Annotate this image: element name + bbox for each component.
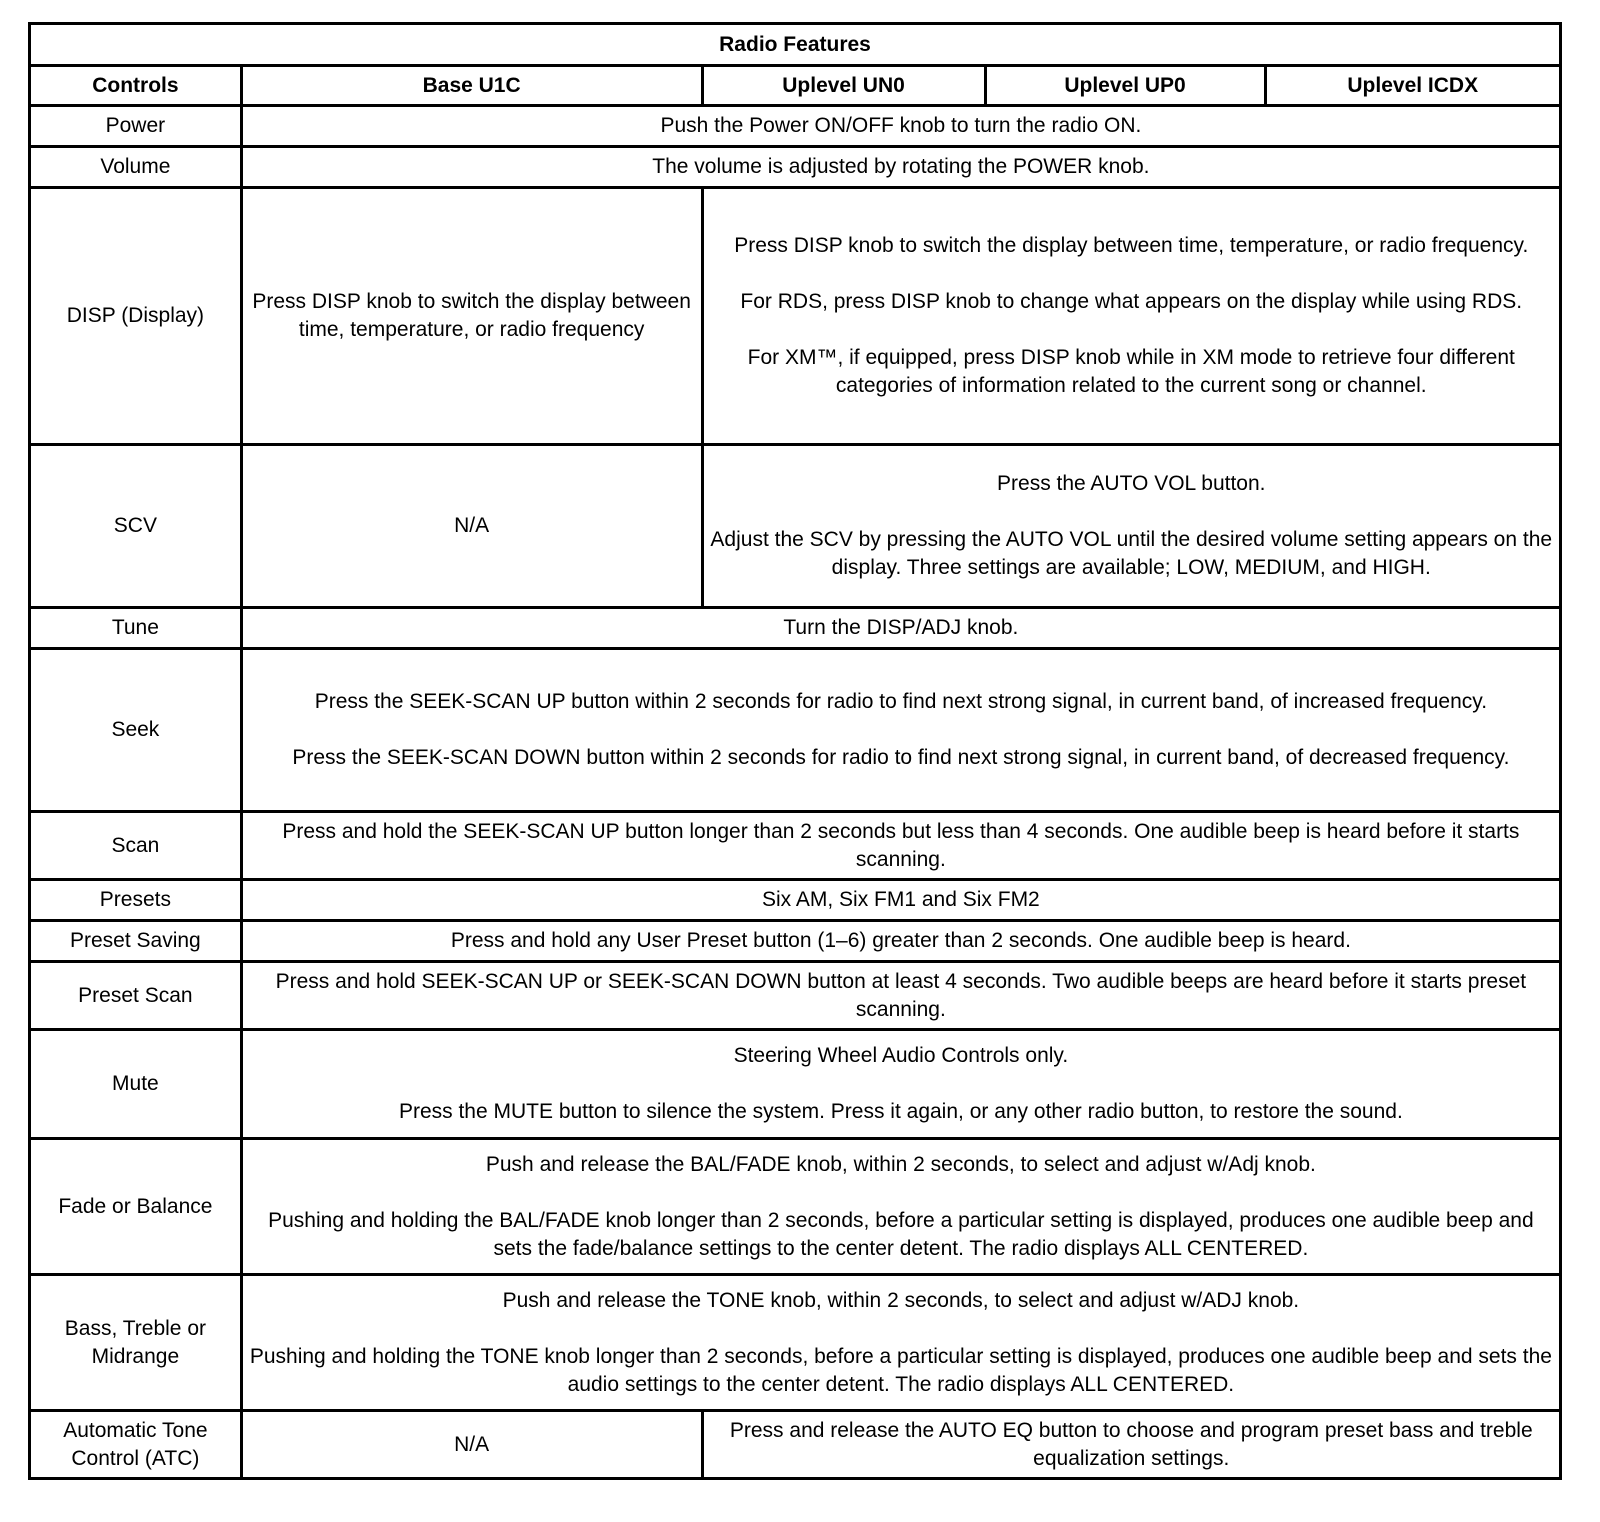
table-row <box>30 962 1561 1030</box>
control-power: Power <box>30 106 242 147</box>
preset-scan-description: Press and hold SEEK-SCAN UP or SEEK-SCAN DOWN button at least 4 seconds. Two audible beeps are heard before it starts preset scanning. <box>241 962 1560 1030</box>
header-uplevel-up0: Uplevel UP0 <box>985 66 1265 106</box>
disp-base-description: Press DISP knob to switch the display between time, temperature, or radio frequency <box>241 188 702 445</box>
scv-uplevel-description: Press the AUTO VOL button. Adjust the SCV by pressing the AUTO VOL until the desired volume setting appears on the display. Three settings are available; LOW, MEDIUM, and HIGH. <box>702 445 1561 608</box>
control-preset-saving: Preset Saving <box>30 921 242 962</box>
table-row <box>30 106 1561 147</box>
control-atc: Automatic Tone Control (ATC) <box>30 1411 242 1479</box>
table-row <box>30 1411 1561 1479</box>
table-title: Radio Features <box>30 24 1561 66</box>
control-preset-scan: Preset Scan <box>30 962 242 1030</box>
tone-description: Push and release the TONE knob, within 2 seconds, to select and adjust w/ADJ knob. Pushing and holding the TONE knob longer than 2 seconds, before a particular setting is displayed, produces one audible beep and sets the audio settings to the center detent. The radio displays ALL CENTERED. <box>241 1275 1560 1411</box>
table-row <box>30 608 1561 649</box>
control-fade-balance: Fade or Balance <box>30 1139 242 1275</box>
seek-description: Press the SEEK-SCAN UP button within 2 seconds for radio to find next strong signal, in current band, of increased frequency. Press the SEEK-SCAN DOWN button within 2 seconds for radio to find next strong signal, in current band, of decreased frequency. <box>241 649 1560 812</box>
volume-description: The volume is adjusted by rotating the POWER knob. <box>241 147 1560 188</box>
header-base-u1c: Base U1C <box>241 66 702 106</box>
scv-base-description: N/A <box>241 445 702 608</box>
header-uplevel-un0: Uplevel UN0 <box>702 66 985 106</box>
control-volume: Volume <box>30 147 242 188</box>
control-disp: DISP (Display) <box>30 188 242 445</box>
disp-uplevel-description: Press DISP knob to switch the display between time, temperature, or radio frequency. For RDS, press DISP knob to change what appears on the display while using RDS. For XM™, if equipped, press DISP knob while in XM mode to retrieve four different categories of information related to the current song or channel. <box>702 188 1561 445</box>
scan-description: Press and hold the SEEK-SCAN UP button longer than 2 seconds but less than 4 seconds. One audible beep is heard before it starts scanning. <box>241 812 1560 880</box>
table-row <box>30 1275 1561 1411</box>
table-row <box>30 649 1561 812</box>
header-controls: Controls <box>30 66 242 106</box>
control-seek: Seek <box>30 649 242 812</box>
atc-base-description: N/A <box>241 1411 702 1479</box>
control-mute: Mute <box>30 1030 242 1139</box>
table-row <box>30 812 1561 880</box>
radio-features-table <box>28 22 1562 1480</box>
presets-description: Six AM, Six FM1 and Six FM2 <box>241 880 1560 921</box>
power-description: Push the Power ON/OFF knob to turn the radio ON. <box>241 106 1560 147</box>
fade-balance-description: Push and release the BAL/FADE knob, within 2 seconds, to select and adjust w/Adj knob. Pushing and holding the BAL/FADE knob longer than 2 seconds, before a particular setting is displayed, produces one audible beep and sets the fade/balance settings to the center detent. The radio displays ALL CENTERED. <box>241 1139 1560 1275</box>
table-row <box>30 1139 1561 1275</box>
table-row <box>30 921 1561 962</box>
control-presets: Presets <box>30 880 242 921</box>
table-row <box>30 880 1561 921</box>
control-bass-treble-midrange: Bass, Treble or Midrange <box>30 1275 242 1411</box>
control-scv: SCV <box>30 445 242 608</box>
tune-description: Turn the DISP/ADJ knob. <box>241 608 1560 649</box>
control-scan: Scan <box>30 812 242 880</box>
header-uplevel-icdx: Uplevel ICDX <box>1265 66 1561 106</box>
control-tune: Tune <box>30 608 242 649</box>
mute-description: Steering Wheel Audio Controls only. Press the MUTE button to silence the system. Press it again, or any other radio button, to restore the sound. <box>241 1030 1560 1139</box>
table-row <box>30 1030 1561 1139</box>
atc-uplevel-description: Press and release the AUTO EQ button to choose and program preset bass and treble equalization settings. <box>702 1411 1561 1479</box>
table-row <box>30 147 1561 188</box>
table-row <box>30 445 1561 608</box>
preset-saving-description: Press and hold any User Preset button (1–6) greater than 2 seconds. One audible beep is heard. <box>241 921 1560 962</box>
table-row <box>30 188 1561 445</box>
